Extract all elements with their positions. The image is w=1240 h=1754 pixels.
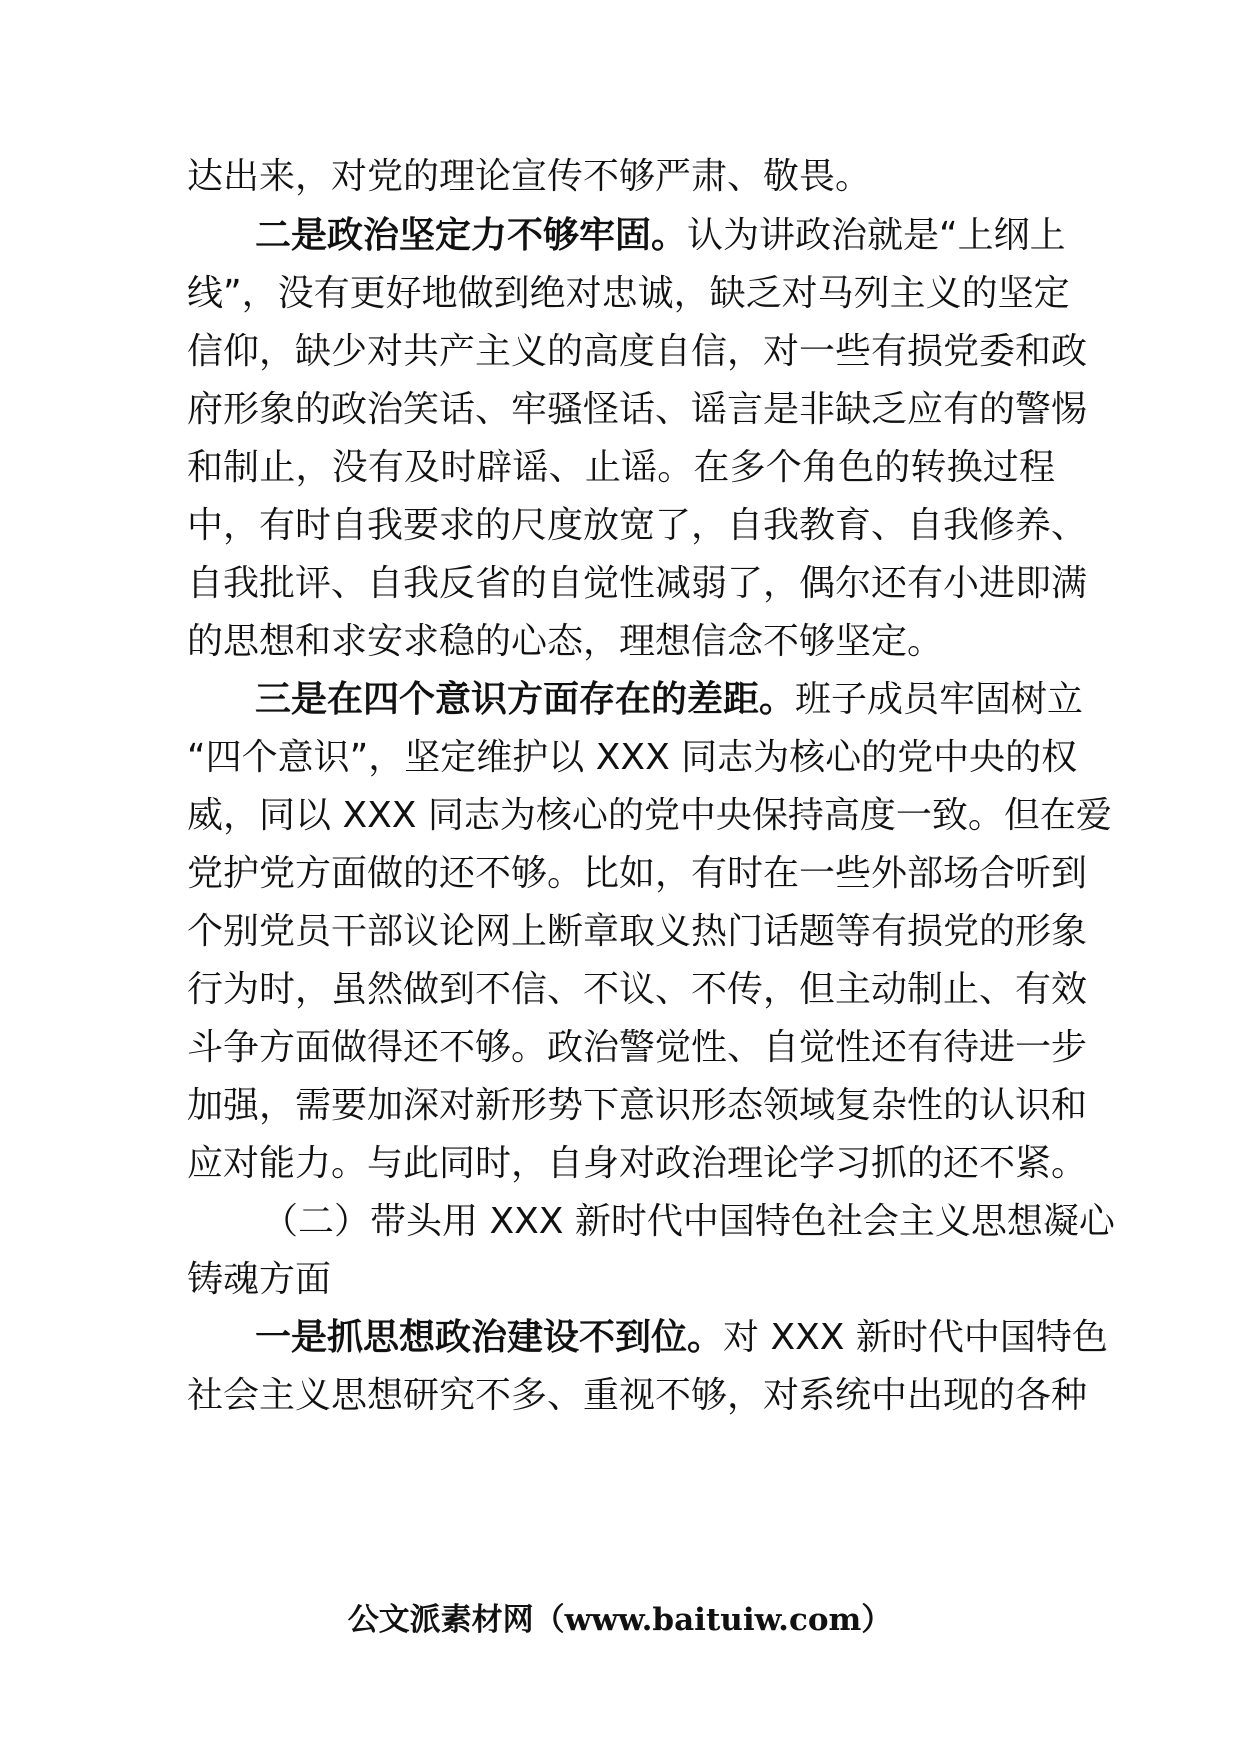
paragraph-line: 威，同以 XXX 同志为核心的党中央保持高度一致。但在爱	[187, 795, 1112, 836]
paragraph-line: 达出来，对党的理论宣传不够严肃、敬畏。	[187, 156, 872, 197]
paragraph-line: 信仰，缺少对共产主义的高度自信，对一些有损党委和政	[187, 331, 1088, 372]
footer-watermark: 公文派素材网（www.baituiw.com）	[347, 1602, 893, 1638]
paragraph-text: 对 XXX 新时代中国特色	[723, 1317, 1108, 1358]
paragraph-line: 府形象的政治笑话、牢骚怪话、谣言是非缺乏应有的警惕	[187, 389, 1088, 430]
paragraph-line: 线”，没有更好地做到绝对忠诚，缺乏对马列主义的坚定	[187, 273, 1070, 314]
paragraph-line: 斗争方面做得还不够。政治警觉性、自觉性还有待进一步	[187, 1027, 1088, 1068]
paragraph-line: 应对能力。与此同时，自身对政治理论学习抓的还不紧。	[187, 1143, 1088, 1184]
paragraph-first-line	[255, 1306, 1108, 1370]
paragraph-line: 个别党员干部议论网上断章取义热门话题等有损党的形象	[187, 911, 1088, 952]
paragraph-line: 党护党方面做的还不够。比如，有时在一些外部场合听到	[187, 853, 1088, 894]
paragraph-line: 自我批评、自我反省的自觉性减弱了，偶尔还有小进即满	[187, 563, 1088, 604]
paragraph-heading: 三是在四个意识方面存在的差距。	[255, 679, 796, 720]
paragraph-line: 中，有时自我要求的尺度放宽了，自我教育、自我修养、	[187, 505, 1088, 546]
section-heading-line: 铸魂方面	[187, 1259, 332, 1300]
paragraph-first-line	[255, 668, 1084, 732]
paragraph-first-line	[255, 204, 1066, 268]
paragraph-line: 行为时，虽然做到不信、不议、不传，但主动制止、有效	[187, 969, 1088, 1010]
paragraph-text: 班子成员牢固树立	[795, 679, 1084, 720]
section-heading-line: （二）带头用 XXX 新时代中国特色社会主义思想凝心	[262, 1201, 1115, 1242]
paragraph-line: 和制止，没有及时辟谣、止谣。在多个角色的转换过程	[187, 447, 1055, 488]
paragraph-line: 社会主义思想研究不多、重视不够，对系统中出现的各种	[187, 1375, 1088, 1416]
paragraph-text: 认为讲政治就是“上纲上	[687, 215, 1066, 256]
paragraph-heading: 一是抓思想政治建设不到位。	[255, 1317, 724, 1358]
paragraph-line: 的思想和求安求稳的心态，理想信念不够坚定。	[187, 621, 944, 662]
paragraph-line: 加强，需要加深对新形势下意识形态领域复杂性的认识和	[187, 1085, 1088, 1126]
paragraph-line: “四个意识”，坚定维护以 XXX 同志为核心的党中央的权	[187, 737, 1078, 778]
paragraph-heading: 二是政治坚定力不够牢固。	[255, 215, 688, 256]
